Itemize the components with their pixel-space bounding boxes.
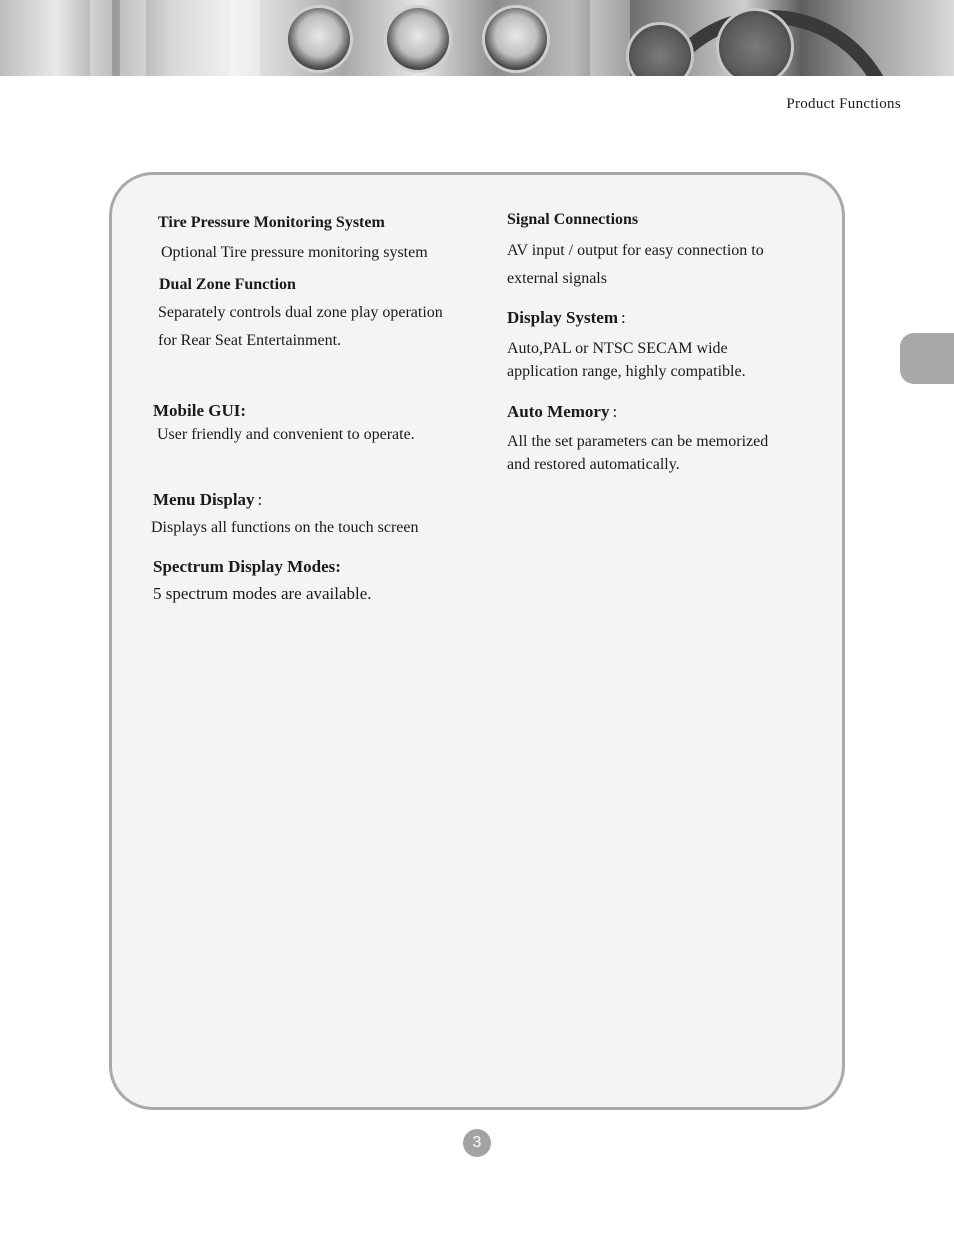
banner-light-stripe: [120, 0, 146, 76]
feature-text-signal-connections: AV input / output for easy connection to: [507, 242, 764, 259]
feature-text-auto-memory: All the set parameters can be memorized: [507, 433, 769, 450]
feature-heading-auto-memory: Auto Memory :: [507, 402, 618, 421]
feature-text-spectrum-modes: 5 spectrum modes are available.: [153, 584, 372, 603]
feature-heading-mobile-gui: Mobile GUI:: [153, 401, 247, 420]
feature-heading-tire-pressure: Tire Pressure Monitoring System: [158, 214, 385, 231]
climate-knob-icon: [387, 8, 449, 70]
feature-heading-dual-zone: Dual Zone Function: [159, 276, 296, 293]
banner-light-stripe: [230, 0, 260, 76]
feature-text-signal-connections: external signals: [507, 270, 607, 287]
chapter-tab-marker: [900, 333, 954, 384]
banner-light-stripe: [590, 0, 630, 76]
feature-heading-display-system: Display System :: [507, 308, 626, 327]
feature-text-mobile-gui: User friendly and convenient to operate.: [157, 426, 415, 443]
climate-knob-icon: [288, 8, 350, 70]
tachometer-icon: [716, 8, 794, 76]
feature-text-auto-memory: and restored automatically.: [507, 456, 680, 473]
climate-knob-icon: [485, 8, 547, 70]
feature-text-display-system: application range, highly compatible.: [507, 363, 746, 380]
feature-text-tire-pressure: Optional Tire pressure monitoring system: [161, 244, 428, 261]
banner-light-stripe: [90, 0, 112, 76]
feature-text-display-system: Auto,PAL or NTSC SECAM wide: [507, 340, 728, 357]
speedometer-icon: [626, 22, 694, 76]
feature-text-menu-display: Displays all functions on the touch screen: [151, 519, 419, 536]
feature-heading-menu-display: Menu Display :: [153, 490, 263, 509]
section-title: Product Functions: [786, 96, 901, 112]
header-banner-photo: [0, 0, 954, 76]
feature-text-dual-zone: for Rear Seat Entertainment.: [158, 332, 342, 349]
feature-heading-spectrum-modes: Spectrum Display Modes:: [153, 557, 341, 576]
feature-text-dual-zone: Separately controls dual zone play operation: [158, 304, 443, 321]
feature-heading-signal-connections: Signal Connections: [507, 211, 639, 228]
page-number-badge: 3: [463, 1129, 491, 1157]
